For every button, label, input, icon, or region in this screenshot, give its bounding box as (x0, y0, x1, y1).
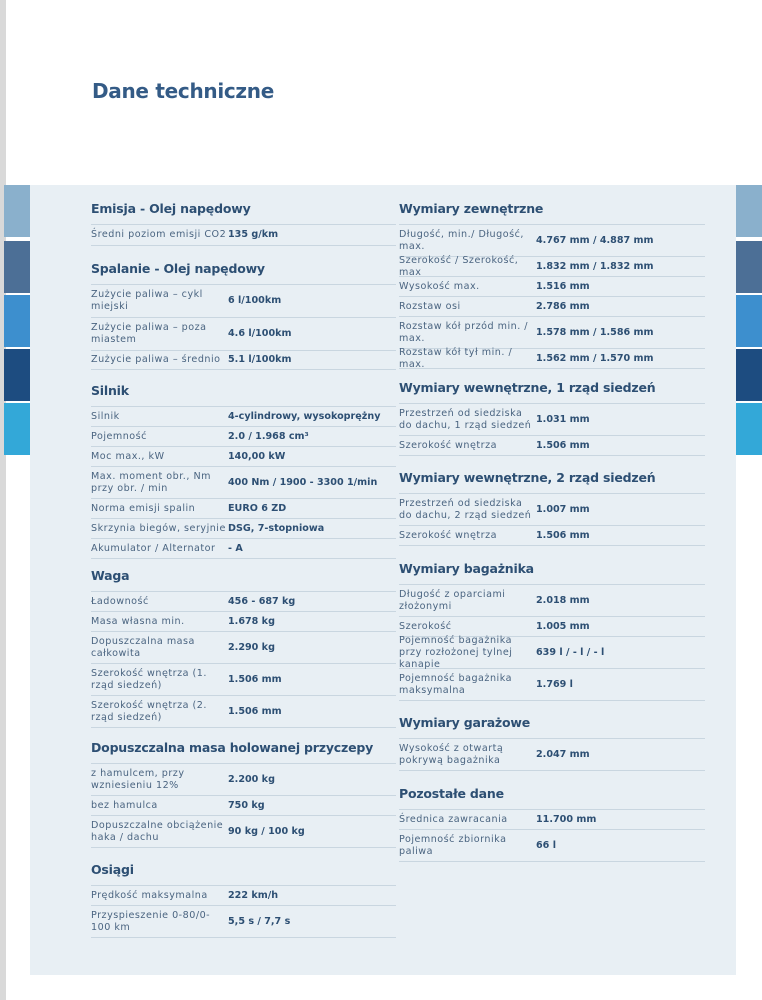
spec-value: 1.516 mm (536, 280, 590, 292)
spec-label: Ładowność (91, 595, 149, 607)
spec-table (91, 406, 396, 559)
section-title: Wymiary garażowe (399, 715, 531, 730)
spec-value: 140,00 kW (228, 450, 286, 462)
spec-section-wymiary-wewnetrzne-1-rzad-siedzen (399, 380, 705, 456)
left-color-strip (4, 295, 30, 347)
spec-label: Średnica zawracania (399, 813, 508, 825)
section-title: Wymiary wewnętrzne, 2 rząd siedzeń (399, 470, 656, 485)
spec-label: Dopuszczalne obciążenie haka / dachu (91, 819, 224, 843)
spec-label: Rozstaw kół przód min. / max. (399, 320, 529, 344)
spec-label: Długość z oparciami złożonymi (399, 588, 506, 612)
spec-row (399, 403, 705, 435)
spec-row (91, 446, 396, 466)
left-edge-rule (0, 0, 6, 1000)
spec-label: Zużycie paliwa – cykl miejski (91, 289, 203, 312)
spec-value: 6 l/100km (228, 295, 282, 306)
spec-label: Zużycie paliwa – poza miastem (91, 322, 207, 345)
spec-row (91, 406, 396, 426)
spec-value: 400 Nm / 1900 - 3300 1/min (228, 476, 378, 488)
spec-value: 90 kg / 100 kg (228, 825, 305, 837)
spec-row (399, 829, 705, 862)
spec-value: 1.578 mm / 1.586 mm (536, 326, 654, 338)
spec-table (91, 763, 396, 848)
spec-table (399, 224, 705, 369)
spec-label: Szerokość wnętrza (2. rząd siedzeń) (91, 699, 207, 723)
spec-row (91, 815, 396, 848)
spec-value: 66 l (536, 839, 556, 851)
section-title: Emisja - Olej napędowy (91, 201, 251, 216)
spec-section-wymiary-zewnetrzne (399, 201, 705, 369)
spec-section-waga (91, 568, 396, 728)
spec-row (91, 498, 396, 518)
spec-table (91, 591, 396, 728)
spec-label: Pojemność (91, 430, 147, 442)
spec-row (91, 466, 396, 498)
spec-label: Prędkość maksymalna (91, 889, 208, 901)
spec-label: Wysokość z otwartą pokrywą bagażnika (399, 742, 504, 766)
spec-row (91, 538, 396, 559)
spec-table (399, 403, 705, 456)
spec-row (399, 493, 705, 525)
spec-section-emisja-olej-napedowy (91, 201, 396, 246)
spec-row (399, 435, 705, 456)
spec-table (399, 584, 705, 701)
spec-label: Średni poziom emisji CO2 (91, 229, 227, 240)
spec-row (399, 276, 705, 296)
section-title: Dopuszczalna masa holowanej przyczepy (91, 740, 374, 755)
spec-row (399, 316, 705, 348)
left-color-strip (4, 241, 30, 293)
spec-row (399, 348, 705, 369)
spec-row (399, 525, 705, 546)
spec-label: Przyspieszenie 0-80/0-100 km (91, 909, 211, 933)
spec-value: 2.047 mm (536, 748, 590, 760)
spec-label: Szerokość (399, 620, 452, 632)
page-title: Dane techniczne (92, 79, 274, 104)
spec-row (91, 795, 396, 815)
spec-row (399, 256, 705, 276)
spec-label: Rozstaw kół tył min. / max. (399, 346, 513, 370)
section-title: Wymiary bagażnika (399, 561, 534, 576)
spec-row (91, 518, 396, 538)
spec-value: 5,5 s / 7,7 s (228, 915, 291, 927)
spec-label: Zużycie paliwa – średnio (91, 354, 221, 365)
left-color-strip (4, 403, 30, 455)
spec-table (91, 284, 396, 370)
spec-label: Dopuszczalna masa całkowita (91, 635, 195, 659)
right-color-strip (736, 295, 762, 347)
spec-value: 1.769 l (536, 678, 573, 690)
spec-row (399, 738, 705, 771)
spec-row (91, 317, 396, 350)
spec-label: Masa własna min. (91, 615, 185, 627)
spec-row (91, 224, 396, 246)
spec-label: Norma emisji spalin (91, 502, 196, 514)
spec-label: Pojemność zbiornika paliwa (399, 833, 507, 857)
watermark: otomoto (12, 972, 95, 991)
spec-section-pozostale-dane (399, 786, 705, 862)
spec-label: Wysokość max. (399, 280, 480, 292)
spec-table (91, 885, 396, 938)
spec-value: 4.6 l/100km (228, 328, 292, 339)
spec-row (91, 631, 396, 663)
spec-value: 1.506 mm (536, 529, 590, 541)
spec-value: 1.506 mm (228, 673, 282, 685)
spec-value: 639 l / - l / - l (536, 646, 605, 658)
spec-label: Szerokość wnętrza (399, 439, 497, 451)
spec-section-osiagi (91, 862, 396, 938)
spec-row (91, 611, 396, 631)
spec-label: Max. moment obr., Nm przy obr. / min (91, 470, 211, 494)
spec-label: Długość, min./ Długość, max. (399, 228, 524, 252)
spec-value: 1.506 mm (536, 439, 590, 451)
spec-value: - A (228, 542, 243, 554)
spec-row (399, 584, 705, 616)
right-color-strip (736, 403, 762, 455)
spec-value: 2.200 kg (228, 773, 275, 785)
spec-section-dopuszczalna-masa-holowanej-przyczepy (91, 740, 396, 848)
spec-label: Pojemność bagażnika przy rozłożonej tylnej kanapie (399, 634, 513, 670)
section-title: Pozostałe dane (399, 786, 504, 801)
spec-value: 1.832 mm / 1.832 mm (536, 260, 654, 272)
spec-label: Moc max., kW (91, 450, 165, 462)
spec-section-wymiary-wewnetrzne-2-rzad-siedzen (399, 470, 705, 546)
spec-row (91, 885, 396, 905)
spec-value: 1.506 mm (228, 705, 282, 717)
spec-value: EURO 6 ZD (228, 502, 287, 514)
spec-label: Rozstaw osi (399, 300, 461, 312)
spec-row (399, 668, 705, 701)
spec-panel (30, 185, 736, 975)
spec-value: 11.700 mm (536, 813, 597, 825)
spec-section-silnik (91, 383, 396, 559)
spec-value: 2.0 / 1.968 cm³ (228, 430, 309, 442)
section-title: Spalanie - Olej napędowy (91, 261, 265, 276)
spec-row (91, 663, 396, 695)
section-title: Osiągi (91, 862, 134, 877)
spec-label: Silnik (91, 410, 120, 422)
spec-value: 750 kg (228, 799, 265, 811)
spec-row (91, 695, 396, 728)
spec-label: Skrzynia biegów, seryjnie (91, 522, 226, 534)
spec-value: 2.786 mm (536, 300, 590, 312)
spec-row (91, 591, 396, 611)
spec-value: 1.007 mm (536, 503, 590, 515)
spec-row (399, 636, 705, 668)
spec-label: bez hamulca (91, 799, 158, 811)
spec-section-spalanie-olej-napedowy (91, 261, 396, 370)
spec-value: 5.1 l/100km (228, 354, 292, 365)
spec-table (91, 224, 396, 246)
section-title: Wymiary wewnętrzne, 1 rząd siedzeń (399, 380, 656, 395)
spec-label: Szerokość wnętrza (399, 529, 497, 541)
spec-row (399, 616, 705, 636)
spec-label: z hamulcem, przy wzniesieniu 12% (91, 767, 185, 791)
spec-value: 2.290 kg (228, 641, 275, 653)
spec-label: Szerokość wnętrza (1. rząd siedzeń) (91, 667, 207, 691)
spec-row (399, 224, 705, 256)
spec-value: 2.018 mm (536, 594, 590, 606)
section-title: Silnik (91, 383, 129, 398)
spec-value: 1.005 mm (536, 620, 590, 632)
spec-row (399, 296, 705, 316)
left-color-strip (4, 185, 30, 237)
spec-row (91, 284, 396, 317)
spec-value: 1.678 kg (228, 615, 275, 627)
spec-section-wymiary-garazowe (399, 715, 705, 771)
spec-value: 1.031 mm (536, 413, 590, 425)
section-title: Waga (91, 568, 130, 583)
spec-table (399, 493, 705, 546)
spec-table (399, 738, 705, 771)
right-color-strip (736, 241, 762, 293)
spec-value: 456 - 687 kg (228, 595, 296, 607)
spec-row (399, 809, 705, 829)
spec-value: DSG, 7-stopniowa (228, 522, 325, 534)
right-color-strip (736, 349, 762, 401)
spec-value: 4.767 mm / 4.887 mm (536, 234, 654, 246)
spec-value: 135 g/km (228, 229, 279, 240)
section-title: Wymiary zewnętrzne (399, 201, 544, 216)
spec-row (91, 426, 396, 446)
spec-label: Akumulator / Alternator (91, 542, 216, 554)
spec-row (91, 763, 396, 795)
spec-label: Pojemność bagażnika maksymalna (399, 672, 512, 696)
spec-label: Przestrzeń od siedziska do dachu, 1 rząd siedzeń (399, 407, 532, 431)
spec-value: 1.562 mm / 1.570 mm (536, 352, 654, 364)
right-color-strip (736, 185, 762, 237)
spec-value: 4-cylindrowy, wysokoprężny (228, 410, 381, 422)
spec-table (399, 809, 705, 862)
spec-row (91, 905, 396, 938)
spec-row (91, 350, 396, 370)
spec-value: 222 km/h (228, 889, 279, 901)
left-color-strip (4, 349, 30, 401)
spec-label: Szerokość / Szerokość, max (399, 254, 519, 278)
spec-section-wymiary-bagaznika (399, 561, 705, 701)
spec-label: Przestrzeń od siedziska do dachu, 2 rząd siedzeń (399, 497, 532, 521)
